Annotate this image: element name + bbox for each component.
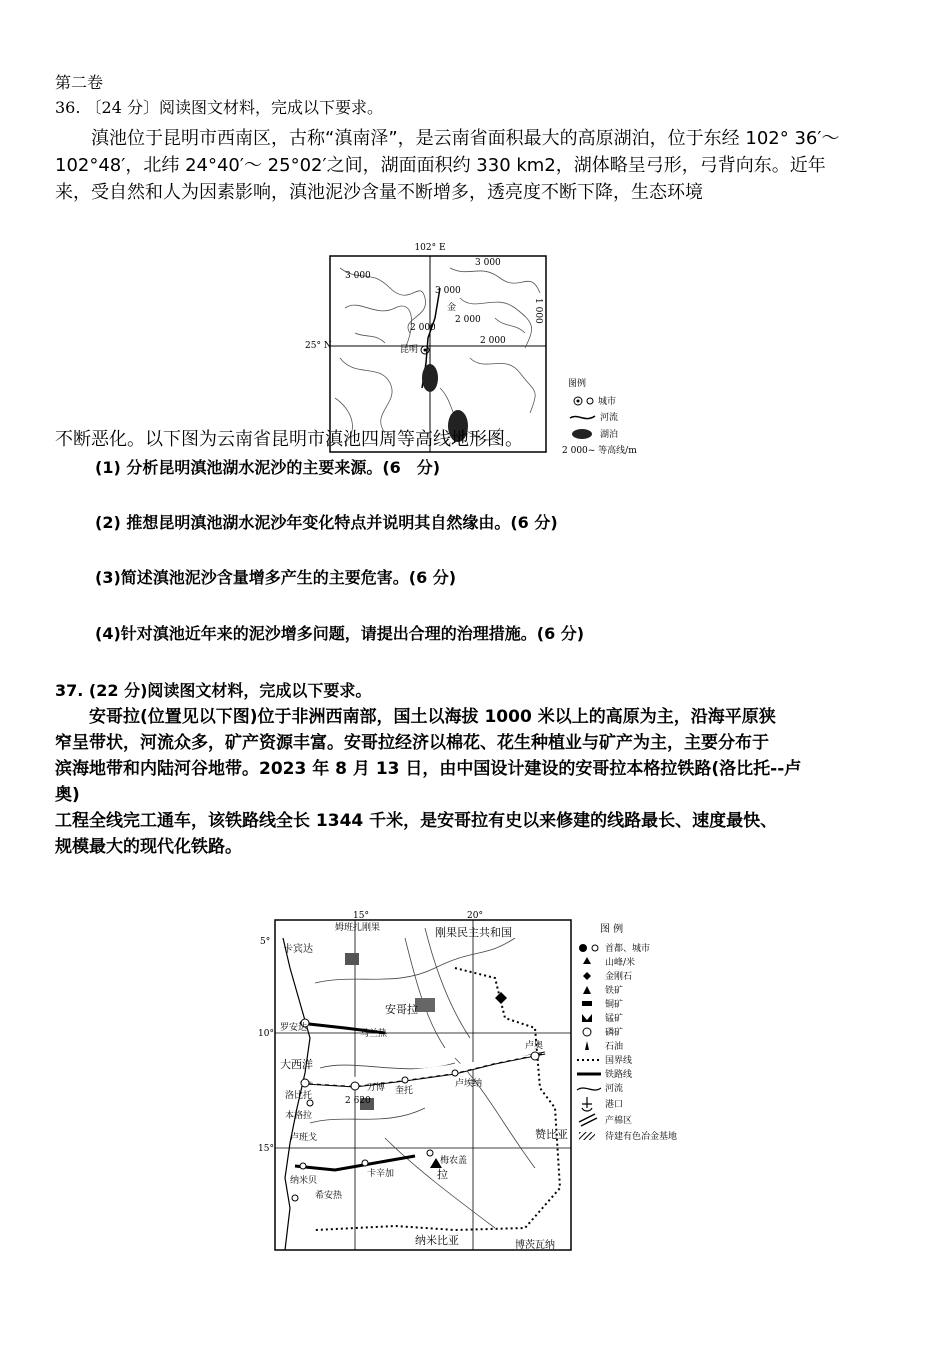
map2-elevation-label: 2 620: [345, 1096, 371, 1106]
map1-contour-label: 2 000: [480, 336, 506, 346]
question-36-4: (4)针对滇池近年来的泥沙增多问题，请提出合理的治理措施。(6 分): [95, 624, 585, 643]
question-36-1: (1) 分析昆明滇池湖水泥沙的主要来源。(6 分): [95, 458, 441, 477]
question-36-heading: 36. 〔24 分〕阅读图文材料，完成以下要求。: [55, 98, 383, 117]
map2-place-label: 拉: [437, 1168, 448, 1181]
map2-place-label: 卡辛加: [367, 1169, 395, 1179]
question-37-heading: 37. (22 分)阅读图文材料，完成以下要求。: [55, 681, 372, 700]
map2-place-label: 姆班扎刚果: [335, 923, 381, 933]
map2-lon-label: 20°: [467, 911, 483, 921]
map2-place-label: 罗安达: [280, 1023, 308, 1033]
map2-legend-title: 图 例: [600, 924, 624, 935]
map2-place-label: 卢奥: [525, 1041, 544, 1051]
angola-map: [255, 908, 695, 1258]
q37-para-line: 窄呈带状，河流众多，矿产资源丰富。安哥拉经济以棉花、花生种植业与矿产为主，主要分布于: [55, 733, 769, 753]
map1-contour-label: 3 000: [435, 286, 461, 296]
map2-legend-item: 待建有色冶金基地: [605, 1132, 678, 1142]
river-icon: [577, 1088, 601, 1090]
oil-icon: [585, 1041, 589, 1050]
map2-legend-item: 石油: [605, 1042, 624, 1052]
copper-icon: [582, 1001, 592, 1006]
capital-icon: [579, 944, 587, 952]
map2-place-label: 博茨瓦纳: [515, 1240, 555, 1251]
map2-place-label: 梅农盖: [440, 1156, 468, 1166]
map1-legend-item: 2 000~ 等高线/m: [562, 446, 637, 456]
map2-lat-label: 15°: [258, 1144, 274, 1154]
question-36-paragraph-end: 不断恶化。以下图为云南省昆明市滇池四周等高线地形图。: [55, 429, 523, 450]
cotton-icon: [579, 1114, 597, 1126]
map2-place-label: 希安热: [315, 1191, 343, 1201]
lake-icon: [572, 429, 592, 439]
map1-contour-label: 3 000: [345, 271, 371, 281]
map1-contour-label: 2 000: [410, 323, 436, 333]
map2-place-label: 纳米贝: [290, 1176, 318, 1186]
map2-place-label: 卢埃纳: [455, 1079, 483, 1089]
iron-icon: [583, 986, 591, 994]
manganese-icon: [582, 1014, 592, 1022]
map1-lon-label: 102° E: [414, 243, 446, 253]
map2-legend-item: 河流: [605, 1084, 624, 1094]
map1-legend-title: 图例: [568, 379, 587, 389]
q36-para-line: 102°48′，北纬 24°40′～ 25°02′之间，湖面面积约 330 km2，湖体略呈弓形，弓背向东。近年: [55, 155, 826, 176]
map2-legend-item: 铁矿: [605, 986, 624, 996]
city-icon: [574, 397, 593, 405]
map2-place-label: 奎托: [395, 1086, 414, 1096]
map2-legend-item: 首都、城市: [605, 944, 651, 954]
map2-legend-item: 国界线: [605, 1056, 633, 1066]
q36-para-line: 来，受自然和人为因素影响，滇池泥沙含量不断增多，透亮度不断下降，生态环境: [55, 182, 703, 203]
map1-city-label: 昆明: [400, 345, 419, 355]
diamond-icon: [583, 972, 591, 980]
q37-para-line: 奥): [55, 785, 80, 805]
map2-place-label: 赞比亚: [535, 1128, 568, 1141]
metallurgy-icon: [579, 1132, 595, 1140]
map2-legend-item: 港口: [605, 1100, 624, 1110]
q36-para-line: 滇池位于昆明市西南区，古称“滇南泽”，是云南省面积最大的高原湖泊，位于东经 102° 36′～: [55, 128, 840, 149]
q37-para-line: 规模最大的现代化铁路。: [55, 837, 242, 857]
map2-place-label: 马兰热: [360, 1029, 388, 1039]
map2-legend-item: 金刚石: [605, 972, 633, 982]
map2-place-label: 刚果民主共和国: [435, 926, 512, 939]
map2-place-label: 卢班戈: [290, 1133, 318, 1143]
map2-legend-item: 铜矿: [605, 1000, 624, 1010]
map1-legend-item: 湖泊: [600, 430, 619, 440]
map2-place-label: 纳米比亚: [415, 1234, 459, 1247]
map2-place-label: 大西洋: [280, 1058, 313, 1071]
question-36-2: (2) 推想昆明滇池湖水泥沙年变化特点并说明其自然缘由。(6 分): [95, 513, 558, 532]
q37-para-line: 工程全线完工通车，该铁路线全长 1344 千米，是安哥拉有史以来修建的线路最长、速度最快、: [55, 811, 778, 831]
q37-para-line: 安哥拉(位置见以下图)位于非洲西南部，国土以海拔 1000 米以上的高原为主，沿海平原狭: [55, 707, 776, 727]
map2-place-label: 洛比托: [285, 1091, 313, 1101]
map2-legend-item: 山峰/米: [605, 958, 636, 968]
map2-legend-item: 铁路线: [605, 1070, 633, 1080]
question-37-paragraph: [55, 704, 915, 860]
map1-contour-label: 1 000: [533, 298, 543, 324]
map1-contour-label: 3 000: [475, 258, 501, 268]
map2-lon-label: 15°: [353, 911, 369, 921]
map2-lat-label: 10°: [258, 1029, 274, 1039]
river-icon: [570, 416, 595, 419]
map1-legend-item: 城市: [598, 397, 617, 407]
q37-para-line: 滨海地带和内陆河谷地带。2023 年 8 月 13 日，由中国设计建设的安哥拉本格拉铁路(洛比托--卢: [55, 759, 802, 779]
phosphate-icon: [583, 1028, 591, 1036]
map2-legend-item: 磷矿: [605, 1028, 624, 1038]
map2-place-label: 万博: [367, 1083, 386, 1093]
map2-legend-item: 锰矿: [605, 1014, 624, 1024]
map2-legend-item: 产棉区: [605, 1116, 633, 1126]
map2-lat-label: 5°: [260, 937, 271, 947]
section-title: 第二卷: [55, 73, 104, 92]
map2-place-label: 卡宾达: [283, 944, 313, 955]
port-icon: [582, 1097, 592, 1111]
question-36-3: (3)简述滇池泥沙含量增多产生的主要危害。(6 分): [95, 568, 457, 587]
question-36-paragraph: [55, 125, 905, 206]
peak-icon: [583, 957, 591, 964]
map1-contour-label: 2 000: [455, 315, 481, 325]
map2-place-label: 本格拉: [285, 1111, 313, 1121]
map1-river-label: 金: [447, 303, 457, 313]
map2-place-label: 安哥拉: [385, 1003, 418, 1016]
map1-legend-item: 河流: [600, 413, 619, 423]
map1-lat-label: 25° N: [305, 341, 332, 351]
